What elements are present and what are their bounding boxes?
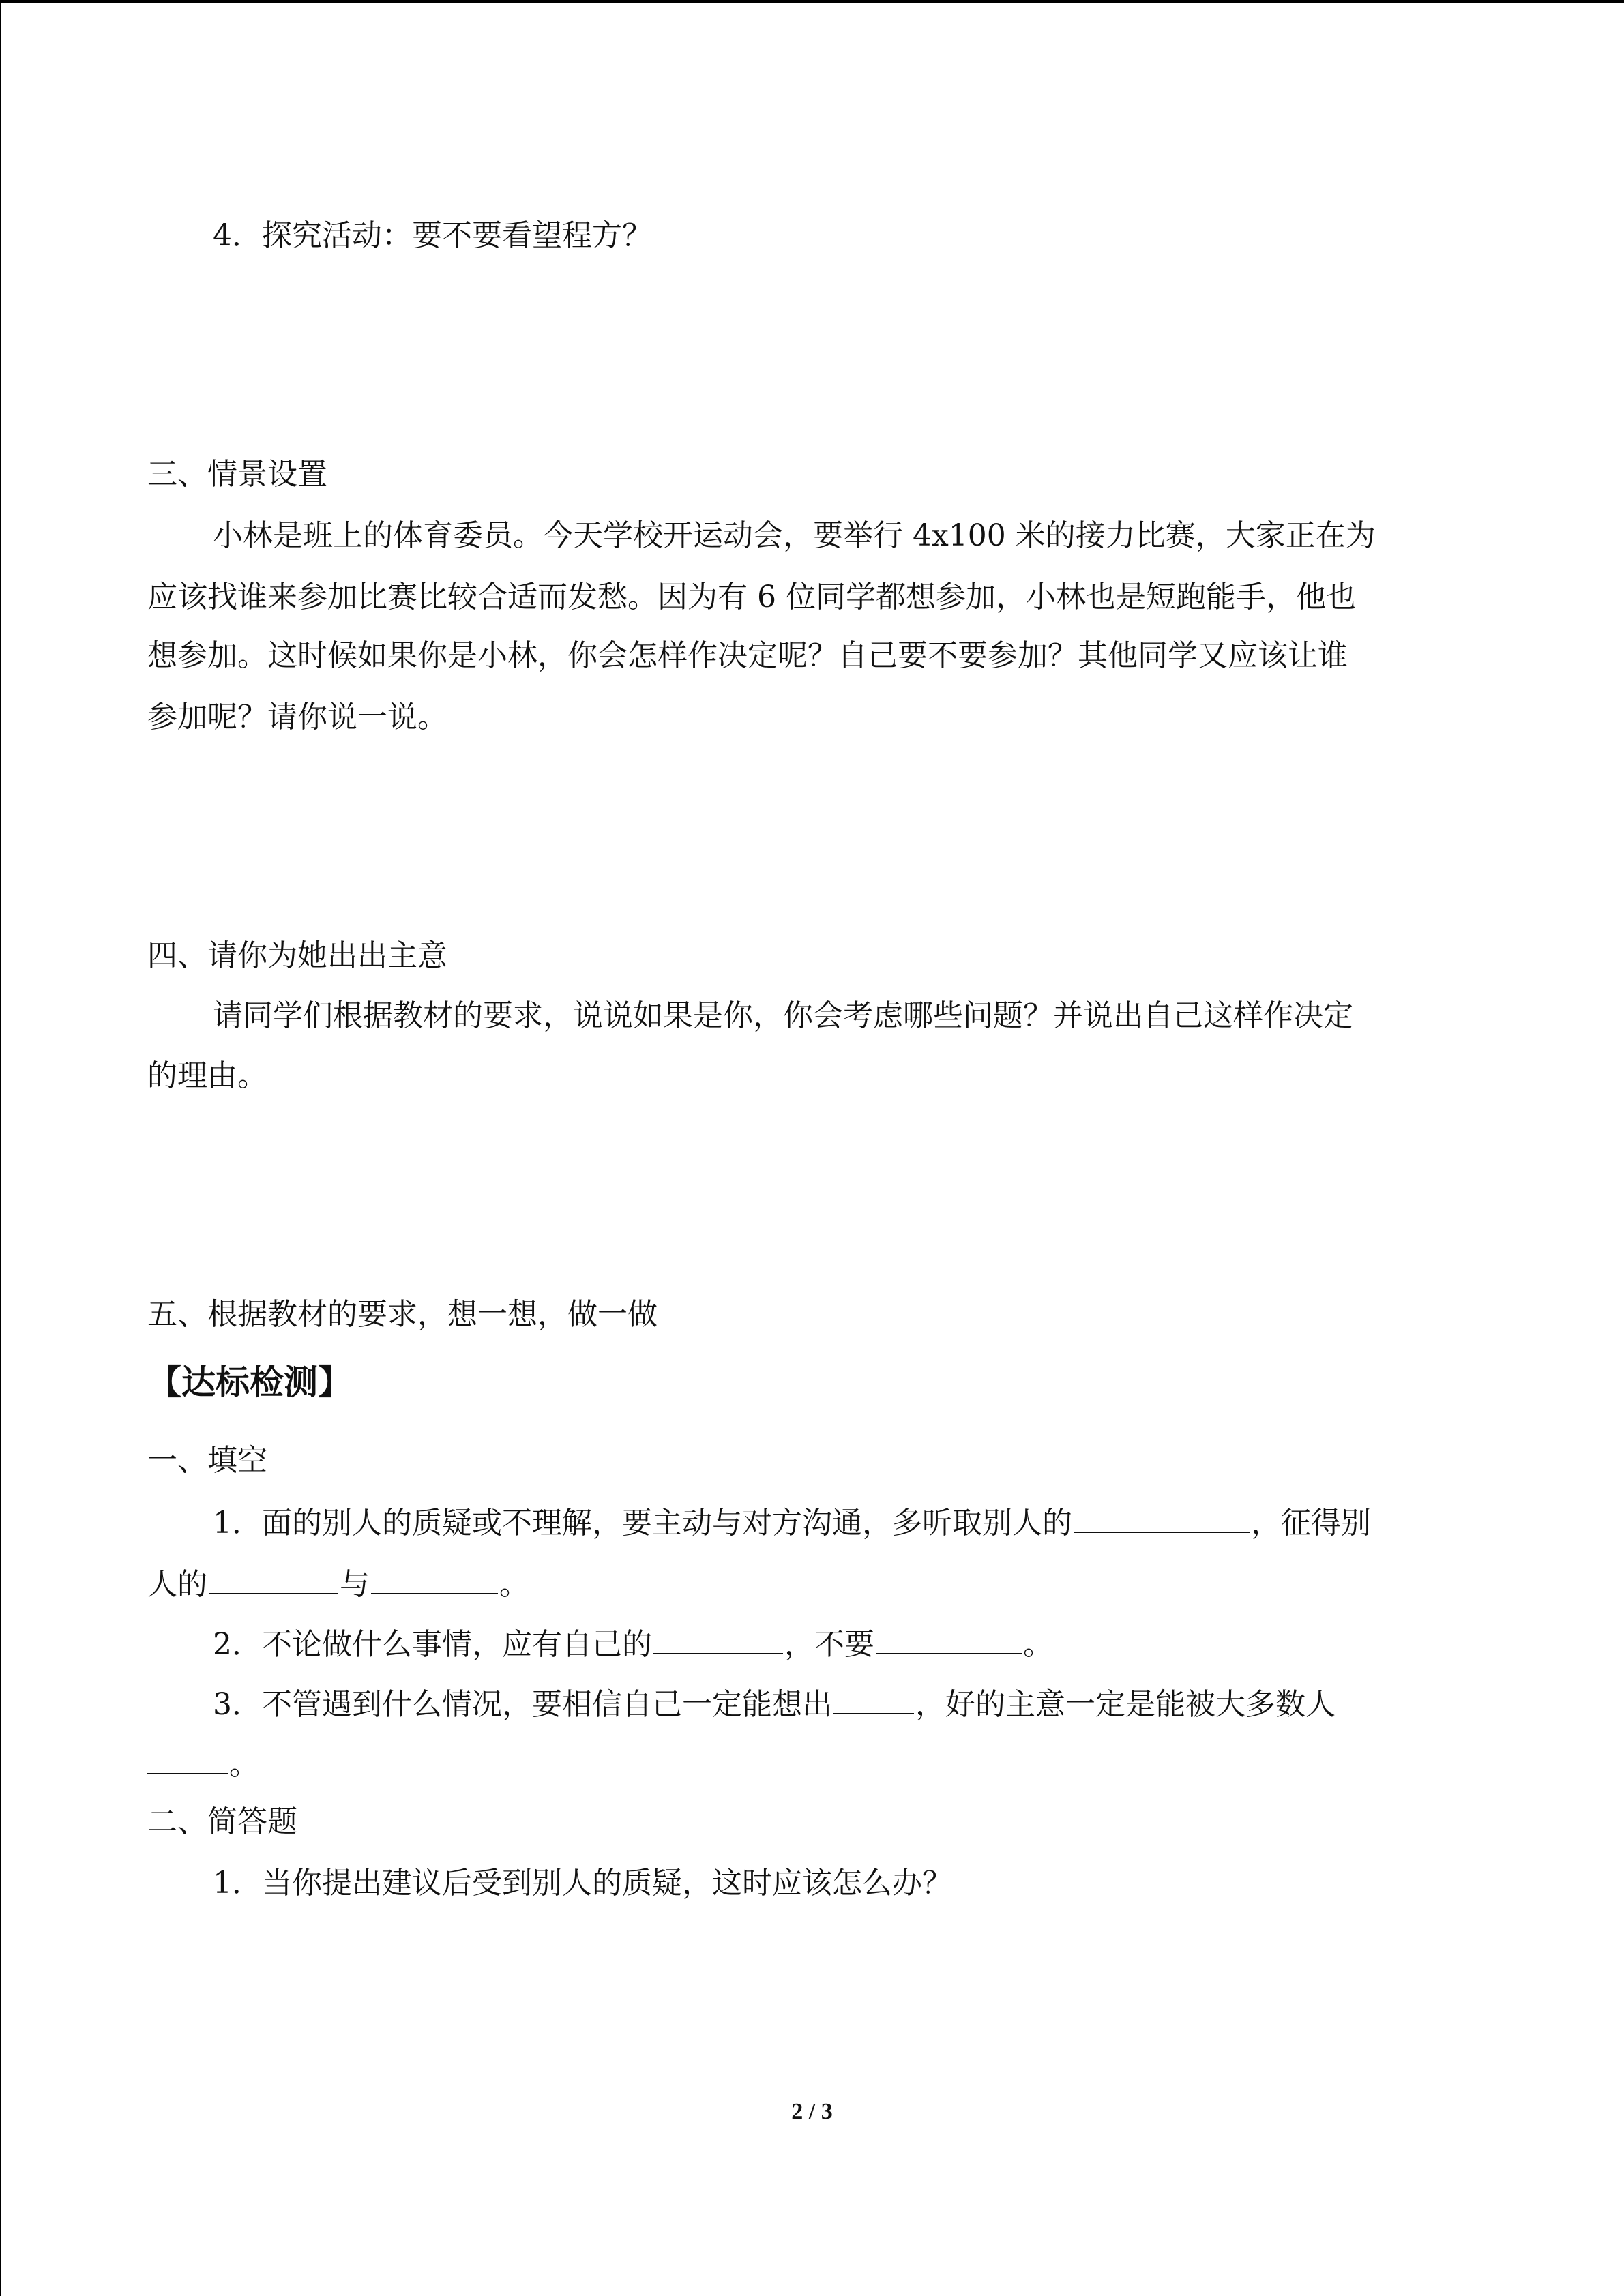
fill-q1-text-d: 与 [340, 1567, 370, 1602]
fill-q3-text-c: 。 [229, 1747, 259, 1782]
fill-question-1 [213, 1502, 1526, 1544]
fill-q1-blank-1[interactable] [1074, 1502, 1250, 1533]
fill-q3-text-a: 3．不管遇到什么情况，要相信自己一定能想出 [213, 1687, 832, 1722]
section-3-heading: 三、情景设置 [147, 457, 327, 492]
fill-q1-text-a: 1．面的别人的质疑或不理解，要主动与对方沟通，多听取别人的 [213, 1506, 1072, 1540]
section-3-line-3: 想参加。这时候如果你是小林，你会怎样作决定呢？自己要不要参加？其他同学又应该让谁 [147, 638, 1348, 673]
section-4-line-2: 的理由。 [147, 1058, 267, 1093]
fill-heading: 一、填空 [147, 1443, 267, 1478]
fill-q3-blank-1[interactable] [833, 1683, 914, 1714]
fill-q1-blank-3[interactable] [371, 1563, 498, 1594]
fill-q3-text-b: ，好的主意一定是能被大多数人 [915, 1687, 1335, 1722]
short-answer-question-1: 1．当你提出建议后受到别人的质疑，这时应该怎么办？ [213, 1866, 952, 1900]
section-5-heading: 五、根据教材的要求，想一想，做一做 [147, 1297, 658, 1332]
fill-q2-blank-2[interactable] [876, 1623, 1022, 1654]
fill-q1-blank-2[interactable] [209, 1563, 338, 1594]
fill-q1-text-c: 人的 [147, 1567, 207, 1602]
fill-question-1-cont [147, 1563, 1460, 1605]
fill-q2-text-c: 。 [1023, 1627, 1053, 1662]
page-left-border [0, 0, 1, 2296]
fill-question-2 [213, 1623, 1526, 1665]
fill-q2-blank-1[interactable] [653, 1623, 783, 1654]
fill-q2-text-a: 2．不论做什么事情，应有自己的 [213, 1627, 652, 1662]
fill-q2-text-b: ，不要 [784, 1627, 874, 1662]
section-3-line-4: 参加呢？请你说一说。 [147, 700, 447, 734]
fill-q1-text-e: 。 [499, 1567, 529, 1602]
fill-q1-text-b: ，征得别 [1251, 1506, 1371, 1540]
fill-q3-blank-2[interactable] [147, 1743, 228, 1774]
section-3-line-1: 小林是班上的体育委员。今天学校开运动会，要举行 4x100 米的接力比赛，大家正在为 [213, 518, 1376, 553]
short-answer-heading: 二、简答题 [147, 1804, 297, 1839]
check-title: 【达标检测】 [147, 1362, 352, 1402]
page-number: 2 / 3 [791, 2099, 833, 2124]
page-top-border [0, 0, 1624, 3]
fill-question-3 [213, 1683, 1526, 1725]
fill-question-3-cont [147, 1743, 1460, 1785]
section-3-line-2: 应该找谁来参加比赛比较合适而发愁。因为有 6 位同学都想参加，小林也是短跑能手，他也 [147, 580, 1356, 614]
section-4-line-1: 请同学们根据教材的要求，说说如果是你，你会考虑哪些问题？并说出自己这样作决定 [213, 998, 1353, 1033]
activity-item-4: 4．探究活动：要不要看望程方？ [213, 218, 652, 253]
section-4-heading: 四、请你为她出出主意 [147, 938, 447, 973]
